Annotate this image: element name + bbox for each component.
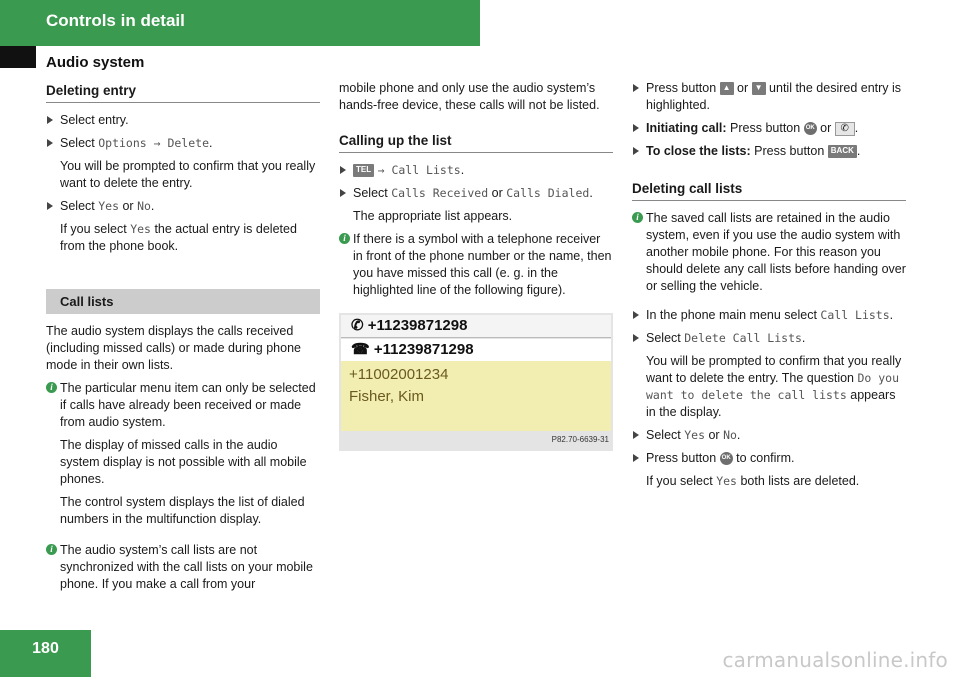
step-select-call-lists: In the phone main menu select Call Lists. bbox=[632, 307, 906, 324]
note-entry-deleted: If you select Yes the actual entry is deleted from the phone book. bbox=[60, 222, 297, 253]
info-icon: i bbox=[46, 382, 57, 393]
display-detail-panel bbox=[341, 361, 611, 431]
continued-text: mobile phone and only use the audio system’s hands-free device, these calls will not be listed. bbox=[339, 81, 600, 112]
column-1 bbox=[46, 82, 320, 599]
note-list-appears: The appropriate list appears. bbox=[353, 209, 513, 223]
section-title: Audio system bbox=[46, 54, 145, 71]
info-icon: i bbox=[339, 233, 350, 244]
info-menu-item: i The particular menu item can only be selected if calls have already been received or made from audio system. bbox=[46, 380, 320, 431]
heading-deleting-call-lists: Deleting call lists bbox=[632, 180, 906, 201]
display-screenshot bbox=[339, 313, 613, 451]
ok-button-icon: OK bbox=[804, 122, 817, 135]
call-lists-intro: The audio system displays the calls received (including missed calls) or made during phone mode in their own lists. bbox=[46, 324, 301, 372]
display-number: +11002001234 bbox=[349, 366, 449, 383]
step-select-options-delete: Select Options → Delete. bbox=[46, 135, 320, 152]
step-delete-call-lists: Select Delete Call Lists. bbox=[632, 330, 906, 347]
heading-deleting-entry: Deleting entry bbox=[46, 82, 320, 103]
heading-call-lists: Call lists bbox=[46, 289, 320, 314]
step-tel-call-lists: TEL → Call Lists. bbox=[339, 162, 613, 179]
step-select-yes-no-lists: Select Yes or No. bbox=[632, 427, 906, 444]
info-icon: i bbox=[632, 212, 643, 223]
step-select-yes-no: Select Yes or No. bbox=[46, 198, 320, 215]
info-saved-lists: i The saved call lists are retained in the audio system, even if you use the audio system with another mobile phone. For this reason you should delete any call lists before handing over or selling the vehicle. bbox=[632, 210, 906, 295]
tel-key-icon: TEL bbox=[353, 164, 374, 177]
display-row-missed: ☎ +11239871298 bbox=[341, 339, 611, 361]
info-icon: i bbox=[46, 544, 57, 555]
info-dialed-numbers: The control system displays the list of dialed numbers in the multifunction display. bbox=[60, 495, 305, 526]
watermark: carmanualsonline.info bbox=[722, 648, 948, 672]
step-close-lists: To close the lists: Press button BACK . bbox=[632, 143, 906, 160]
page-number: 180 bbox=[32, 640, 59, 657]
info-missed-calls: The display of missed calls in the audio system display is not possible with all mobile phones. bbox=[60, 438, 307, 486]
step-initiating-call: Initiating call: Press button OK or ✆ . bbox=[632, 120, 906, 137]
ok-button-icon: OK bbox=[720, 452, 733, 465]
column-2 bbox=[339, 80, 613, 451]
section-marker bbox=[0, 46, 36, 68]
figure-code: P82.70-6639-31 bbox=[551, 435, 609, 444]
display-row-dialed: ✆ +11239871298 bbox=[341, 315, 611, 338]
step-press-up-down: Press button ▲ or ▼ until the desired entry is highlighted. bbox=[632, 80, 906, 114]
note-question-display: You will be prompted to confirm that you really want to delete the entry. The question Do you want to delete the call lists appears in the display. bbox=[646, 354, 902, 419]
column-3 bbox=[632, 80, 906, 496]
step-press-ok-confirm: Press button OK to confirm. bbox=[632, 450, 906, 467]
step-select-entry: Select entry. bbox=[46, 112, 320, 129]
info-missed-symbol: i If there is a symbol with a telephone receiver in front of the phone number or the name, then you have missed this call (e. g. in the highlighted line of the following figure). bbox=[339, 231, 613, 299]
back-key-icon: BACK bbox=[828, 145, 857, 158]
info-sync: i The audio system’s call lists are not synchronized with the call lists on your mobile phone. If you make a call from your bbox=[46, 542, 320, 593]
step-select-calls: Select Calls Received or Calls Dialed. bbox=[339, 185, 613, 202]
missed-call-icon: ☎ bbox=[351, 341, 374, 358]
chapter-title: Controls in detail bbox=[46, 11, 185, 30]
note-confirm-delete: You will be prompted to confirm that you really want to delete the entry. bbox=[60, 159, 316, 190]
display-name: Fisher, Kim bbox=[349, 388, 425, 405]
arrow-up-icon: ▲ bbox=[720, 82, 734, 95]
arrow-down-icon: ▼ bbox=[752, 82, 766, 95]
phone-pickup-icon: ✆ bbox=[835, 122, 855, 136]
phone-handset-icon: ✆ bbox=[351, 317, 368, 334]
note-both-deleted: If you select Yes both lists are deleted. bbox=[646, 474, 860, 488]
heading-calling-up-list: Calling up the list bbox=[339, 132, 613, 153]
